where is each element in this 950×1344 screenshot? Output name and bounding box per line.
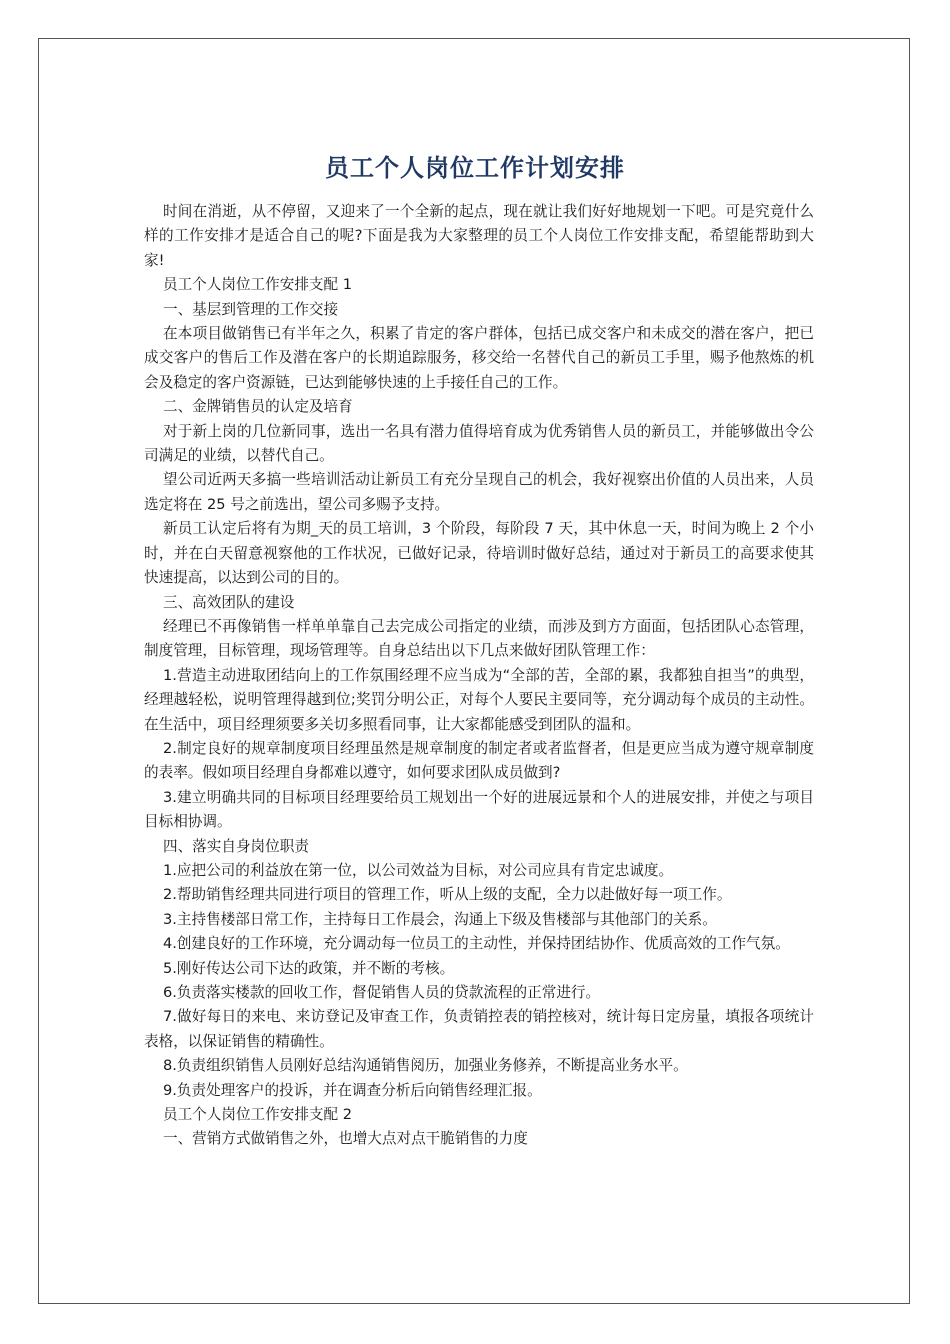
list-item: 1.营造主动进取团结向上的工作氛围经理不应当成为“全部的苦，全部的累，我都独自担当”的典型，经理越轻松，说明管理得越到位;奖罚分明公正，对每个人要民主要同等，充分调动每个成员的主动性。在生活中，项目经理须要多关切多照看同事，让大家都能感受到团队的温和。	[144, 666, 814, 733]
subsection-heading: 一、营销方式做销售之外，也增大点对点干脆销售的力度	[162, 1130, 528, 1148]
list-item: 5.刚好传达公司下达的政策，并不断的考核。	[162, 959, 455, 977]
list-item: 9.负责处理客户的投诉，并在调查分析后向销售经理汇报。	[162, 1081, 542, 1099]
document-title: 员工个人岗位工作计划安排	[325, 154, 625, 183]
list-item: 3.建立明确共同的目标项目经理要给员工规划出一个好的进展远景和个人的进展安排，并使之与项目目标相协调。	[144, 788, 814, 831]
body-paragraph: 在本项目做销售已有半年之久，积累了肯定的客户群体，包括已成交客户和未成交的潜在客户，把已成交客户的售后工作及潜在客户的长期追踪服务，移交给一名替代自己的新员工手里，赐予他熬炼的机会及稳定的客户资源链，已达到能够快速的上手接任自己的工作。	[144, 325, 814, 391]
list-item: 6.负责落实楼款的回收工作，督促销售人员的贷款流程的正常进行。	[162, 984, 601, 1001]
section-heading: 员工个人岗位工作安排支配 2	[162, 1106, 353, 1124]
section-heading: 员工个人岗位工作安排支配 1	[162, 276, 353, 294]
list-item: 4.创建良好的工作环境，充分调动每一位员工的主动性，并保持团结协作、优质高效的工作气氛。	[162, 935, 790, 953]
body-paragraph: 望公司近两天多搞一些培训活动让新员工有充分呈现自己的机会，我好视察出价值的人员出来，人员选定将在 25 号之前选出，望公司多赐予支持。	[144, 471, 814, 513]
document-body	[144, 200, 814, 1152]
list-item: 2.帮助销售经理共同进行项目的管理工作，听从上级的支配，全力以赴做好每一项工作。	[162, 886, 732, 904]
subsection-heading: 三、高效团队的建设	[162, 593, 295, 611]
body-paragraph: 新员工认定后将有为期_天的员工培训，3 个阶段，每阶段 7 天，其中休息一天，时间为晚上 2 个小时，并在白天留意视察他的工作状况，已做好记录，待培训时做好总结，通过对于新员工的高要求使其快速提高，以达到公司的目的。	[144, 520, 814, 587]
subsection-heading: 二、金牌销售员的认定及培育	[162, 398, 353, 416]
list-item: 1.应把公司的利益放在第一位，以公司效益为目标，对公司应具有肯定忠诚度。	[162, 861, 674, 879]
list-item: 3.主持售楼部日常工作，主持每日工作晨会，沟通上下级及售楼部与其他部门的关系。	[162, 910, 717, 928]
intro-paragraph: 时间在消逝，从不停留，又迎来了一个全新的起点，现在就让我们好好地规划一下吧。可是究竟什么样的工作安排才是适合自己的呢?下面是我为大家整理的员工个人岗位工作安排支配，希望能帮助到大家!	[144, 203, 814, 269]
subsection-heading: 四、落实自身岗位职责	[162, 837, 309, 855]
list-item: 8.负责组织销售人员刚好总结沟通销售阅历，加强业务修养，不断提高业务水平。	[162, 1057, 688, 1075]
body-paragraph: 对于新上岗的几位新同事，选出一名具有潜力值得培育成为优秀销售人员的新员工，并能够做出令公司满足的业绩，以替代自己。	[144, 422, 814, 465]
subsection-heading: 一、基层到管理的工作交接	[162, 300, 339, 318]
list-item: 7.做好每日的来电、来访登记及审查工作，负责销控表的销控核对，统计每日定房量，填报各项统计表格，以保证销售的精确性。	[144, 1008, 814, 1050]
list-item: 2.制定良好的规章制度项目经理虽然是规章制度的制定者或者监督者，但是更应当成为遵守规章制度的表率。假如项目经理自身都难以遵守，如何要求团队成员做到?	[144, 739, 814, 782]
body-paragraph: 经理已不再像销售一样单单靠自己去完成公司指定的业绩，而涉及到方方面面，包括团队心态管理，制度管理，目标管理，现场管理等。自身总结出以下几点来做好团队管理工作：	[144, 617, 814, 660]
